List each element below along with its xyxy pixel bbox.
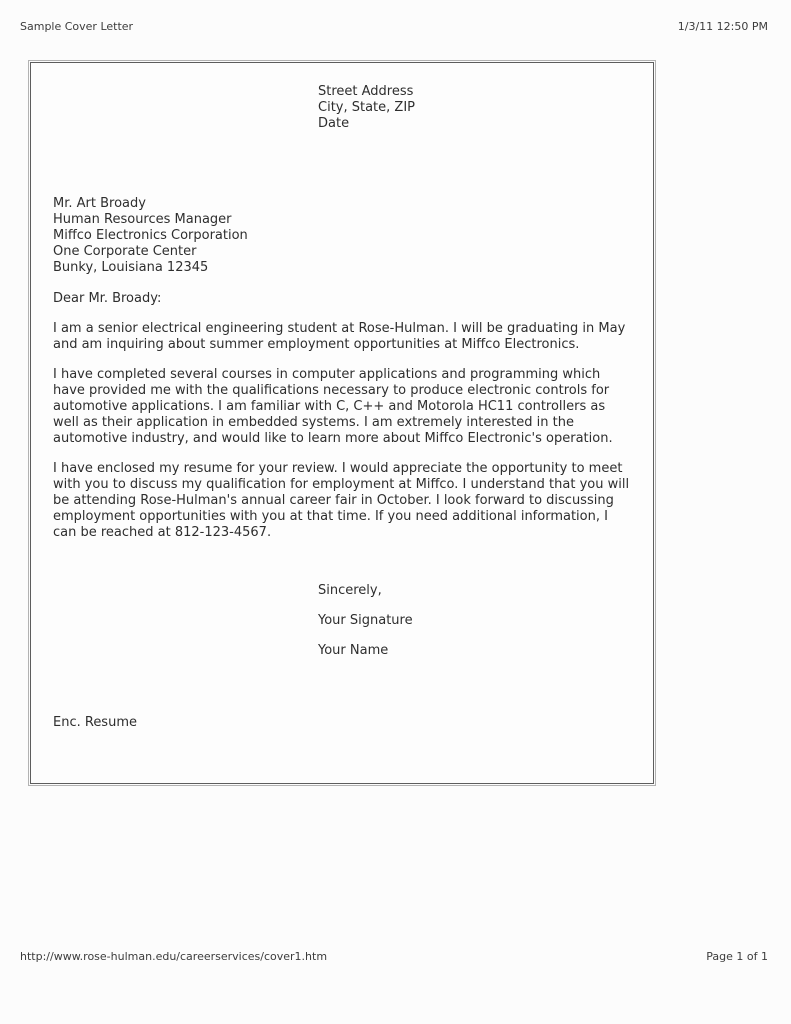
sender-address-line: City, State, ZIP [318,100,415,115]
print-footer [20,950,768,963]
closing-signature: Your Signature [318,613,413,628]
enclosure-note: Enc. Resume [53,715,137,730]
header-title: Sample Cover Letter [20,20,134,33]
header-datetime: 1/3/11 12:50 PM [677,20,768,33]
body-paragraph-3: I have enclosed my resume for your review. I would appreciate the opportunity to meet with you to discuss my qualification for employment at Miffco. I understand that you will be attending Rose-Hulman's annual career fair in October. I look forward to discussing employment opportunities with you at that time. If you need additional information, I can be reached at 812-123-4567. [53,461,630,540]
recipient-address-block [53,196,631,276]
sender-address-line: Street Address [318,84,414,99]
letter-frame [30,62,654,784]
closing-block [318,583,631,659]
footer-url: http://www.rose-hulman.edu/careerservices/cover1.htm [20,950,328,963]
recipient-name: Mr. Art Broady [53,196,146,211]
footer-page-number: Page 1 of 1 [706,950,768,963]
recipient-street: One Corporate Center [53,244,197,259]
salutation: Dear Mr. Broady: [53,291,162,306]
recipient-company: Miffco Electronics Corporation [53,228,248,243]
sender-address-block [318,84,631,132]
sender-address-line: Date [318,116,350,131]
recipient-title: Human Resources Manager [53,212,232,227]
print-header [20,20,768,33]
body-paragraph-2: I have completed several courses in computer applications and programming which have provided me with the qualifications necessary to produce electronic controls for automotive applications. I am familiar with C, C++ and Motorola HC11 controllers as well as their application in embedded systems. I am extremely interested in the automotive industry, and would like to learn more about Miffco Electronic's operation. [53,367,613,446]
closing-sincerely: Sincerely, [318,583,382,598]
body-paragraph-1: I am a senior electrical engineering student at Rose-Hulman. I will be graduating in May and am inquiring about summer employment opportunities at Miffco Electronics. [53,321,626,352]
recipient-city: Bunky, Louisiana 12345 [53,260,209,275]
closing-name: Your Name [318,643,389,658]
